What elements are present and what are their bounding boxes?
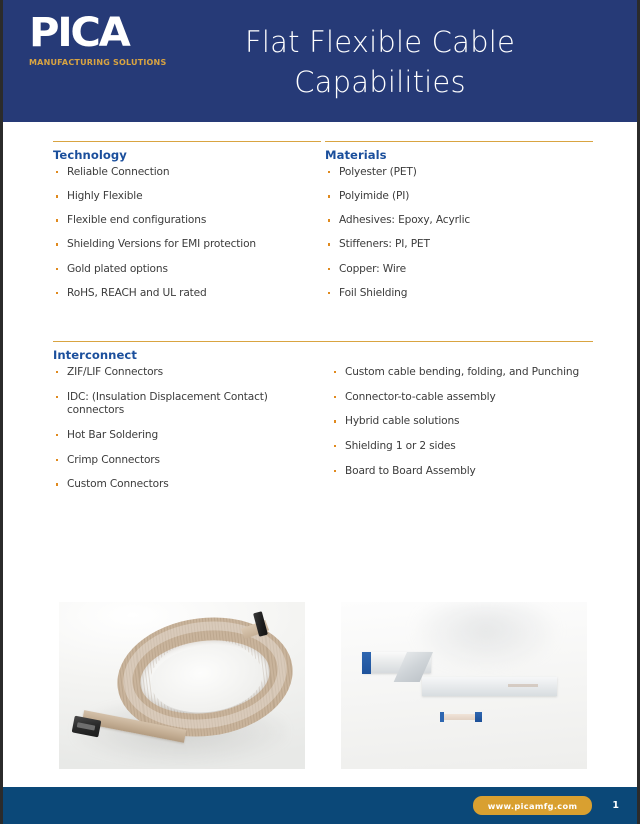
interconnect-column-left — [53, 366, 325, 503]
technology-column — [53, 141, 321, 311]
list-item: Hot Bar Soldering — [53, 429, 325, 443]
list-item: Polyester (PET) — [325, 166, 593, 180]
interconnect-columns — [53, 366, 593, 503]
photo-background-shading — [411, 602, 561, 672]
list-item: Flexible end configurations — [53, 214, 321, 228]
list-item: Custom cable bending, folding, and Punching — [331, 366, 593, 380]
logo-wordmark: PICA — [29, 10, 129, 56]
page-footer — [3, 787, 640, 824]
technology-list — [53, 166, 321, 300]
page-content — [3, 122, 640, 503]
interconnect-rule — [53, 341, 593, 342]
materials-rule — [325, 141, 593, 142]
photo-coiled-ribbon-cable — [59, 602, 305, 769]
list-item: RoHS, REACH and UL rated — [53, 287, 321, 301]
list-item: IDC: (Insulation Displacement Contact) connectors — [53, 391, 325, 418]
list-item: Stiffeners: PI, PET — [325, 238, 593, 252]
list-item: Adhesives: Epoxy, Acyrlic — [325, 214, 593, 228]
list-item: Custom Connectors — [53, 478, 325, 492]
page-header — [3, 0, 640, 122]
list-item: Hybrid cable solutions — [331, 415, 593, 429]
list-item: Gold plated options — [53, 263, 321, 277]
list-item: Polyimide (PI) — [325, 190, 593, 204]
top-columns — [53, 141, 593, 311]
materials-list — [325, 166, 593, 300]
interconnect-header — [53, 341, 593, 362]
list-item: Shielding Versions for EMI protection — [53, 238, 321, 252]
interconnect-list-right — [331, 366, 593, 478]
materials-column — [325, 141, 593, 311]
list-item: Reliable Connection — [53, 166, 321, 180]
list-item: Highly Flexible — [53, 190, 321, 204]
ffc-small-cable-stiffener-left — [440, 712, 444, 722]
list-item: Copper: Wire — [325, 263, 593, 277]
interconnect-list-left — [53, 366, 325, 492]
list-item: Foil Shielding — [325, 287, 593, 301]
list-item: Board to Board Assembly — [331, 465, 593, 479]
list-item: ZIF/LIF Connectors — [53, 366, 325, 380]
technology-rule — [53, 141, 321, 142]
ffc-small-cable — [442, 714, 478, 720]
product-photos — [59, 602, 587, 769]
photo-ffc-cable — [341, 602, 587, 769]
page-title: Flat Flexible Cable Capabilities — [244, 25, 516, 100]
page-number: 1 — [612, 800, 619, 811]
pica-logo — [3, 0, 167, 68]
list-item: Crimp Connectors — [53, 454, 325, 468]
list-item: Connector-to-cable assembly — [331, 391, 593, 405]
technology-heading: Technology — [53, 148, 127, 162]
website-link[interactable]: www.picamfg.com — [473, 796, 593, 815]
list-item: Shielding 1 or 2 sides — [331, 440, 593, 454]
ffc-small-cable-stiffener-right — [475, 712, 482, 722]
logo-tagline: MANUFACTURING SOLUTIONS — [29, 57, 167, 68]
interconnect-heading: Interconnect — [53, 347, 137, 362]
interconnect-column-right — [331, 366, 593, 503]
interconnect-section — [53, 341, 593, 503]
materials-heading: Materials — [325, 148, 387, 162]
ffc-blue-stiffener-end — [362, 652, 371, 674]
ffc-lower-segment — [422, 677, 557, 696]
